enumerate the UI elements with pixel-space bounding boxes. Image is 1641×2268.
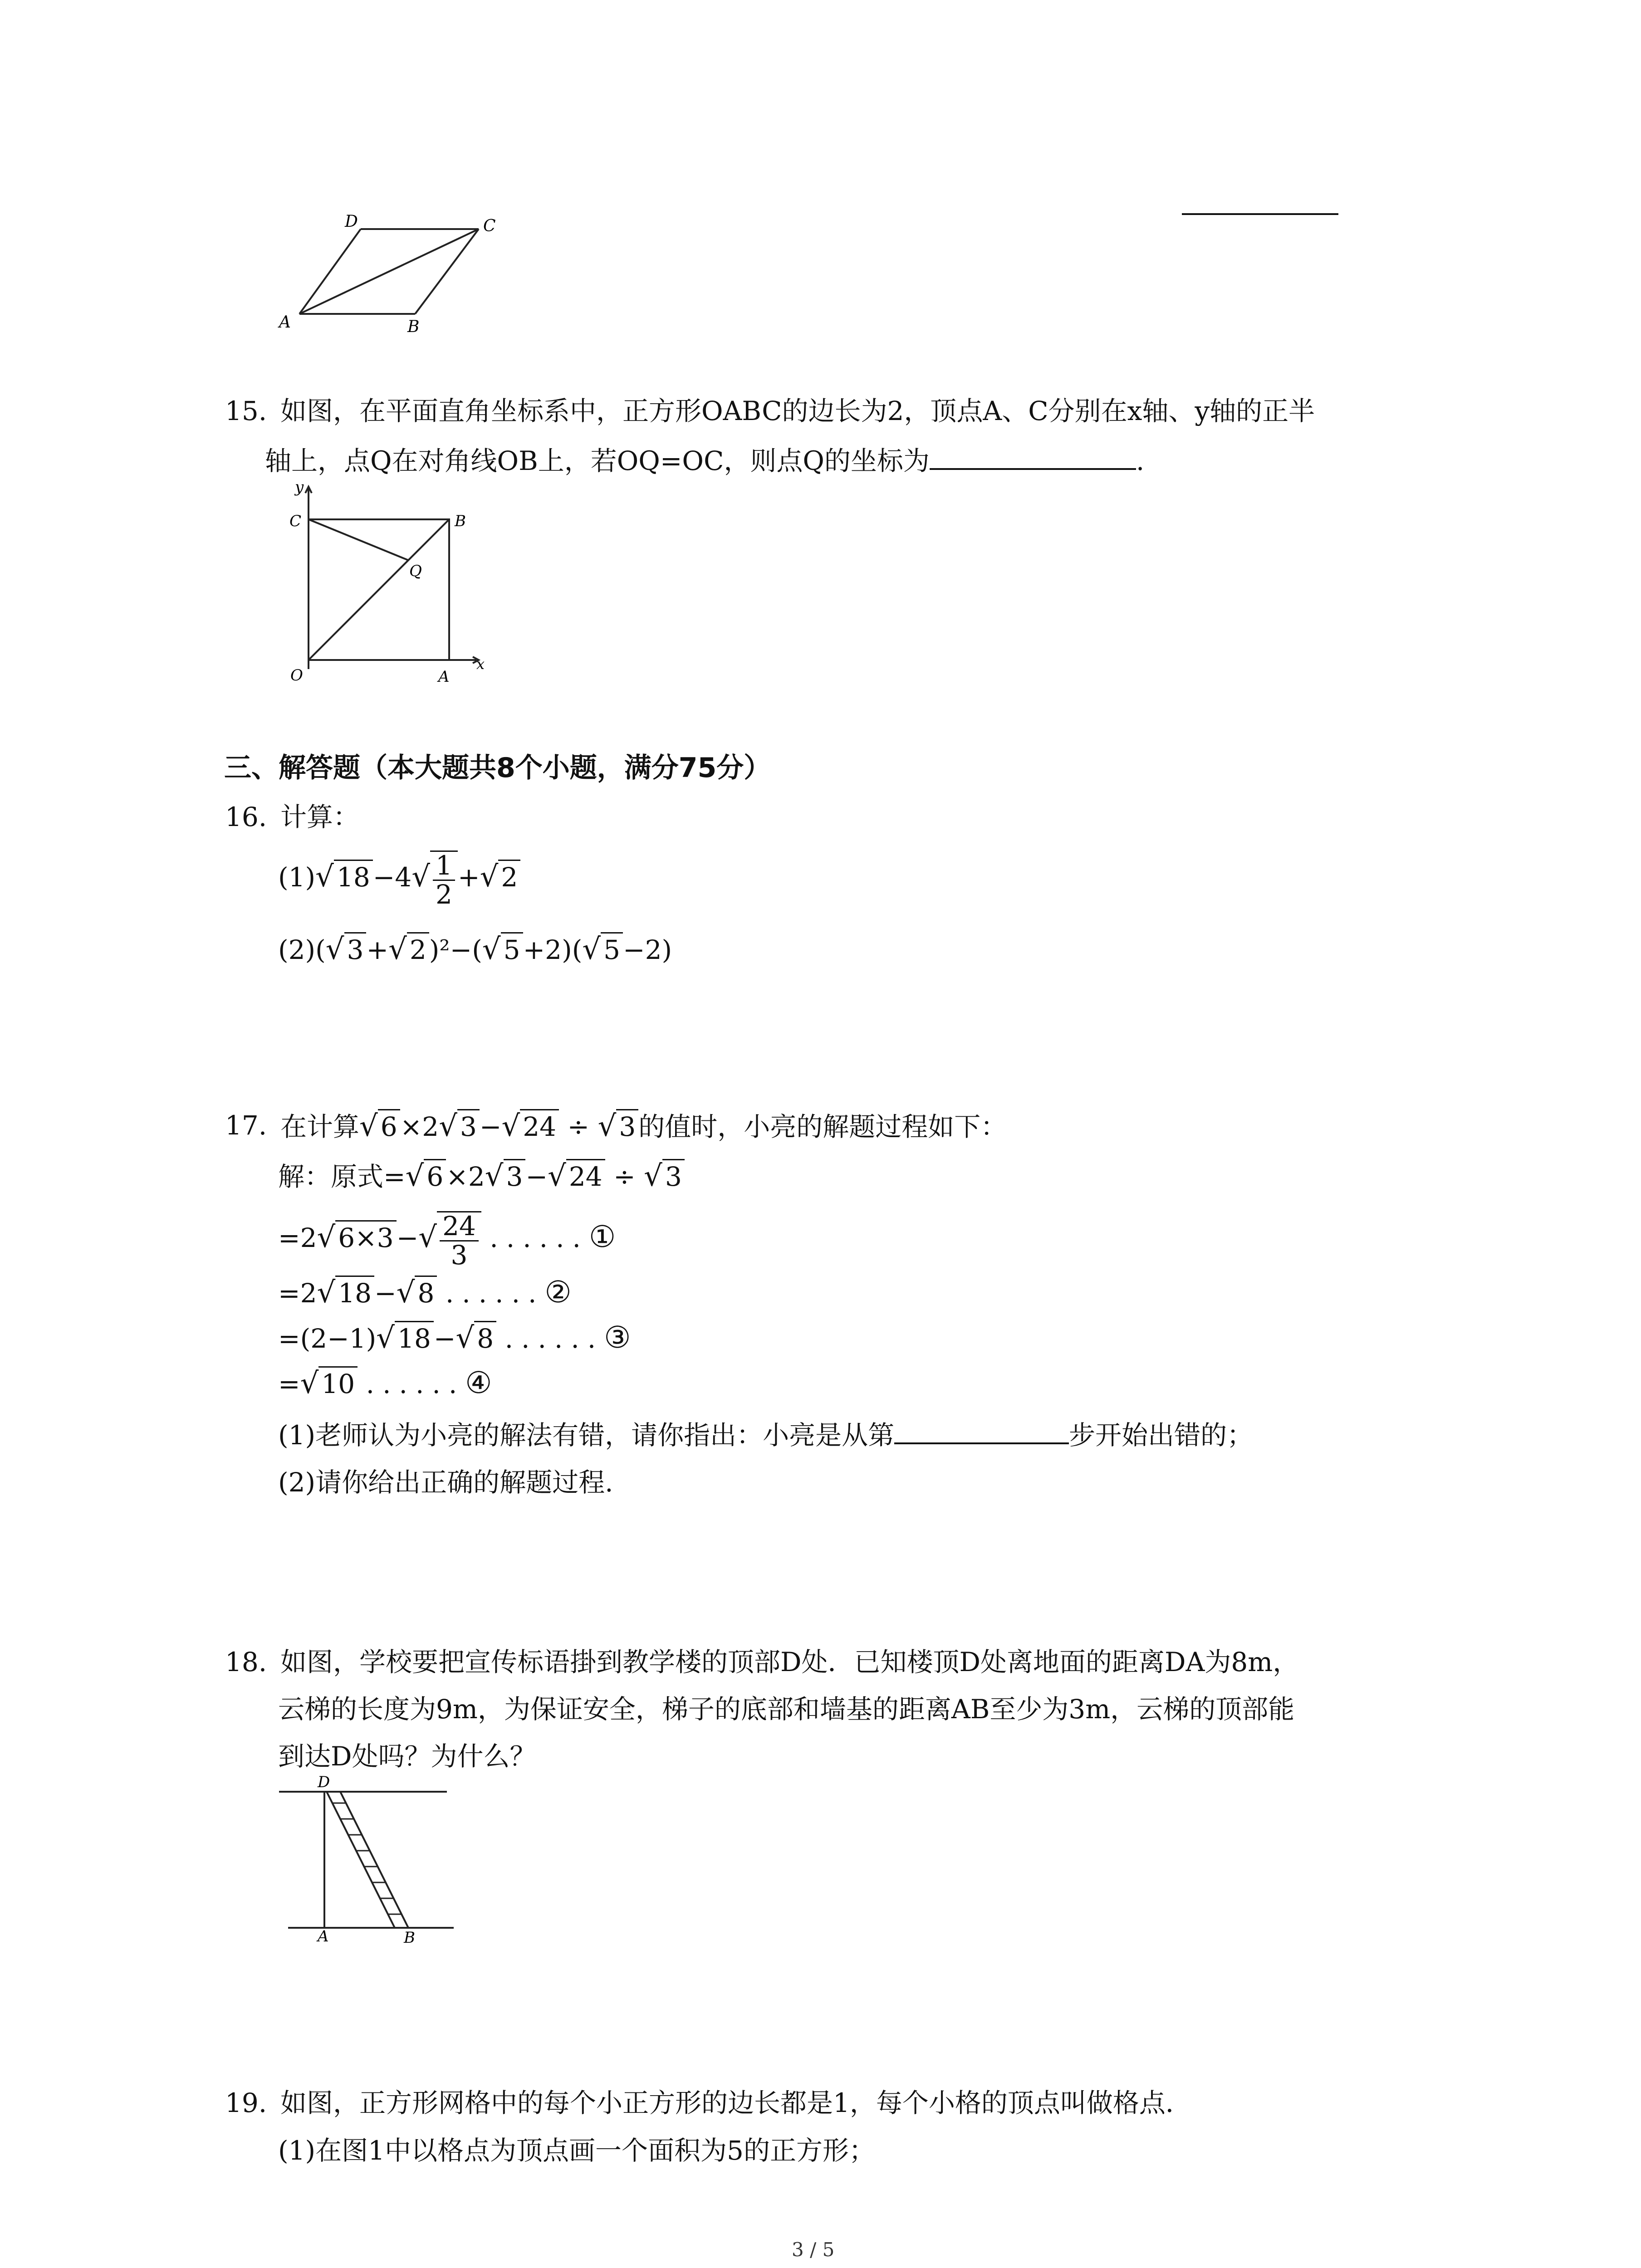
q17-l1-times: ×2 xyxy=(446,1161,485,1192)
q17-l5-r10: 10 xyxy=(318,1366,358,1400)
q17-step-4-marker: ④ xyxy=(465,1365,492,1400)
q17-question-2: (2)请你给出正确的解题过程. xyxy=(278,1467,613,1498)
q14-parallelogram-figure xyxy=(272,209,508,340)
q16-part2-square: )²−( xyxy=(429,934,482,965)
q17-l2-dots: ...... xyxy=(490,1222,589,1253)
q15-coordinate-figure xyxy=(277,479,495,687)
q17-step-1-marker: ① xyxy=(588,1219,616,1254)
q15-line1: 如图，在平面直角坐标系中，正方形OABC的边长为2，顶点A、C分别在x轴、y轴的正半 xyxy=(280,396,1315,426)
q16-part1-plus: + xyxy=(457,861,480,893)
q17-solution-line5: =√ 10 ......④ xyxy=(278,1365,492,1400)
q16-number: 16. xyxy=(225,802,267,832)
q17-l4-dots: ...... xyxy=(505,1323,604,1354)
q16-part1: (1)√ 18 −4√ $\frac{1}{2}$ +√ 2 xyxy=(278,850,520,909)
q14-label-d: D xyxy=(345,212,358,231)
q17-l3-dots: ...... xyxy=(445,1278,545,1309)
q15-label-a: A xyxy=(438,668,450,686)
q18-ladder-rail-left xyxy=(327,1792,395,1928)
q18-label-b: B xyxy=(404,1929,415,1944)
q17-l2-fraction xyxy=(437,1211,481,1269)
q17-l3-pre: =2 xyxy=(278,1278,317,1309)
q14-diagonal-ac xyxy=(299,229,479,314)
q17-l5-dots: ...... xyxy=(366,1369,465,1399)
q18-line1: 如图，学校要把宣传标语掛到教学楼的顶部D处．已知楼顶D处离地面的距离DA为8m， xyxy=(280,1647,1299,1677)
q17-l4-pre: =(2−1) xyxy=(278,1323,377,1354)
q17-l2-minus: − xyxy=(396,1222,419,1253)
q17-l4-minus: − xyxy=(433,1323,456,1354)
q17-l4-r18: 18 xyxy=(395,1321,434,1355)
q15-label-x: x xyxy=(476,655,485,673)
q16-part2-end: −2) xyxy=(623,934,672,965)
q15-line2-text: 轴上，点Q在对角线OB上，若OQ=OC，则点Q的坐标为 xyxy=(265,445,930,476)
q15-number: 15. xyxy=(225,396,267,426)
q17-stem-r3b: 3 xyxy=(616,1109,638,1143)
q15-line2 xyxy=(265,445,1144,477)
q15-label-c: C xyxy=(289,512,302,530)
q17-stem-r3: 3 xyxy=(457,1109,480,1143)
q15-diagonal-ob xyxy=(309,519,449,660)
q16-part2-plus: + xyxy=(366,934,389,965)
q17-l2-r6x3: 6×3 xyxy=(335,1220,396,1254)
q18-line2: 云梯的长度为9m，为保证安全，梯子的底部和墙基的距离AB至少为3m，云梯的顶部能 xyxy=(278,1694,1295,1725)
q17-q1-before: (1)老师认为小亮的解法有错，请你指出：小亮是从第 xyxy=(278,1420,895,1451)
q17-l5-pre: = xyxy=(278,1369,300,1399)
q17-solution-line4: =(2−1)√ 18 −√ 8 ......③ xyxy=(278,1320,631,1355)
q17-stem: 在计算√ 6 ×2√ 3 −√ 24 ÷ √ 3 的值时，小亮的解题过程如下： xyxy=(280,1110,1007,1143)
section-3-title: 三、解答题（本大题共8个小题，满分75分） xyxy=(224,752,771,784)
q16-part1-label: (1) xyxy=(278,861,316,893)
q17-stem-after: 的值时，小亮的解题过程如下： xyxy=(638,1111,1007,1142)
q14-label-c: C xyxy=(483,217,496,235)
q18-ladder-rail-right xyxy=(340,1792,408,1928)
q16-stem: 计算： xyxy=(280,802,360,832)
q16-part2-radicand-2: 2 xyxy=(407,932,429,966)
q16-part1-frac-num: 1 xyxy=(433,852,455,881)
q17-l1-r3: 3 xyxy=(504,1159,526,1193)
q17-l3-minus: − xyxy=(374,1278,397,1309)
q17-stem-times: ×2 xyxy=(400,1111,439,1142)
q17-l2-frac-den: 3 xyxy=(451,1239,468,1271)
q17-solution-label: 解：原式= xyxy=(278,1161,406,1192)
q17-l4-r8: 8 xyxy=(474,1321,496,1355)
q16-part2-label: (2)( xyxy=(278,934,326,965)
q18-number: 18. xyxy=(225,1647,267,1677)
q16-part2-radicand-4: 5 xyxy=(601,932,623,966)
q17-l3-r8: 8 xyxy=(415,1276,437,1310)
q15-label-y: y xyxy=(295,479,304,496)
q18-line3: 到达D处吗？为什么？ xyxy=(278,1741,536,1772)
q17-l1-r6: 6 xyxy=(424,1159,446,1193)
q17-stem-r24: 24 xyxy=(520,1109,559,1143)
q14-edge-da xyxy=(299,229,361,314)
q17-solution-line3: =2√ 18 −√ 8 ......② xyxy=(278,1275,572,1310)
q18-label-d: D xyxy=(318,1773,330,1791)
q17-stem-before: 在计算 xyxy=(280,1111,360,1142)
q16-part2-radicand-1: 3 xyxy=(344,932,367,966)
q14-answer-blank[interactable] xyxy=(1182,213,1338,215)
q16-part1-minus: −4 xyxy=(372,861,412,893)
q17-q1-after: 步开始出错的； xyxy=(1069,1420,1254,1451)
q18-ladder-figure xyxy=(272,1771,463,1944)
q17-solution-line2: =2√ 6×3 −√ $\frac{24}{3}$ ......① xyxy=(278,1211,616,1271)
q19-line1: 如图，正方形网格中的每个小正方形的边长都是1，每个小格的顶点叫做格点． xyxy=(280,2087,1192,2118)
q15-label-q: Q xyxy=(409,562,422,580)
page-number: 3 / 5 xyxy=(792,2239,835,2261)
q16-part2-mid: +2)( xyxy=(523,934,583,965)
q14-label-a: A xyxy=(279,313,291,332)
q15-segment-cq xyxy=(309,519,408,560)
q17-l2-pre: =2 xyxy=(278,1222,317,1253)
q15-answer-blank[interactable] xyxy=(930,464,1136,470)
q17-number: 17. xyxy=(225,1110,267,1141)
q17-l2-frac-num: 24 xyxy=(440,1212,479,1242)
q16-part2: (2)(√ 3 +√ 2 )²−(√ 5 +2)(√ 5 −2) xyxy=(278,933,672,966)
q17-step-3-marker: ③ xyxy=(604,1320,631,1355)
q15-label-o: O xyxy=(290,666,303,684)
q16-part2-radicand-3: 5 xyxy=(501,932,523,966)
q17-step-2-marker: ② xyxy=(544,1275,572,1310)
q16-part1-fraction xyxy=(430,850,458,909)
q16-part1-radicand-2: 2 xyxy=(498,860,520,894)
q17-l1-r3b: 3 xyxy=(662,1159,685,1193)
q19-number: 19. xyxy=(225,2087,267,2118)
q17-l3-r18: 18 xyxy=(335,1276,374,1310)
q17-l1-minus: − xyxy=(525,1161,548,1192)
q17-answer-blank[interactable] xyxy=(894,1438,1069,1444)
q17-stem-div: ÷ xyxy=(567,1111,590,1142)
q17-question-1 xyxy=(278,1419,1253,1452)
q17-stem-minus: − xyxy=(479,1111,502,1142)
q17-l1-r24: 24 xyxy=(566,1159,605,1193)
q16-part1-frac-den: 2 xyxy=(436,879,452,910)
q15-period: . xyxy=(1136,445,1145,476)
q18-ladder-rungs xyxy=(333,1803,402,1914)
q19-line2: (1)在图1中以格点为顶点画一个面积为5的正方形； xyxy=(278,2135,875,2166)
q17-l1-div: ÷ xyxy=(613,1161,636,1192)
q14-label-b: B xyxy=(407,318,420,336)
q17-stem-r6: 6 xyxy=(378,1109,400,1143)
q18-label-a: A xyxy=(318,1927,329,1944)
q14-edge-bc xyxy=(415,229,479,314)
q15-label-b: B xyxy=(455,512,466,530)
q16-part1-radicand-1: 18 xyxy=(334,860,373,894)
q17-solution-line1: 解：原式=√ 6 ×2√ 3 −√ 24 ÷ √ 3 xyxy=(278,1159,685,1193)
